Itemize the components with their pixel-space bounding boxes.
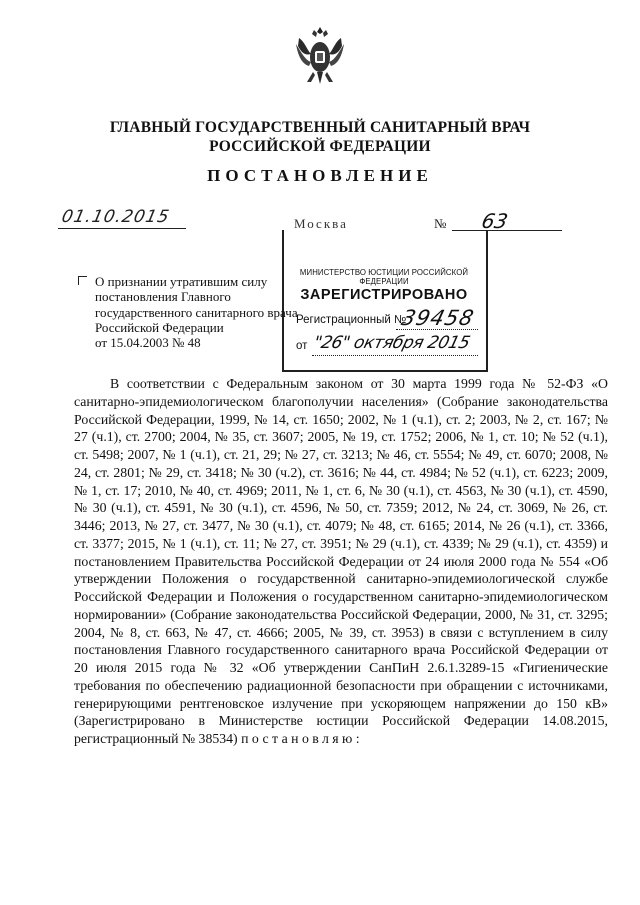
document-number: 63 <box>479 209 511 233</box>
authority-line-2: РОССИЙСКОЙ ФЕДЕРАЦИИ <box>209 138 431 155</box>
title-line: от 15.04.2003 № 48 <box>95 335 201 351</box>
title-line: постановления Главного <box>95 289 231 305</box>
document-title <box>95 274 298 351</box>
body-text: В соответствии с Федеральным законом от 30 марта 1999 года № 52-ФЗ «О санитарно-эпидемиологическом благополучии населения» (Собрание законодательства Российской Федерации, 1999, № 14, ст. 1650; 2002, № 1 (ч.1), ст. 2; 2003, № 2, ст. 167; № 27 (ч.1), ст. 2700; 2004, № 35, ст. 3607; 2005, № 19, ст. 1752; 2006, № 1, ст. 10; № 52 (ч.1), ст. 5498; 2007, № 1 (ч.1), ст. 21, 29; № 27, ст. 3213; № 46, ст. 5554; № 49, ст. 6070; 2008, № 24, ст. 2801; № 29, ст. 3418; № 30 (ч.2), ст. 3616; № 44, ст. 4984; № 52 (ч.1), ст. 6223; 2009, № 1, ст. 17; 2010, № 40, ст. 4969; 2011, № 1, ст. 6, № 30 (ч.1), ст. 4563, № 30 (ч.1), ст. 4590, № 30 (ч.1), ст. 4591, № 30 (ч.1), ст. 4596, № 50, ст. 7359; 2012, № 24, ст. 3069, № 26, ст. 3446; 2013, № 27, ст. 3477, № 30 (ч.1), ст. 4079; № 48, ст. 6165; 2014, № 26 (ч.1), ст. 3366, ст. 3377; 2015, № 1 (ч.1), ст. 11; № 27, ст. 3951; № 29 (ч.1), ст. 4339; № 29 (ч.1), ст. 4359) и постановлением Правительства Российской Федерации от 24 июля 2000 года № 554 «Об утверждении Положения о государственной санитарно-эпидемиологической службе Российской Федерации и Положения о государственном санитарно-эпидемиологическом нормировании» (Собрание законодательства Российской Федерации, 2000, № 31, ст. 3295; 2004, № 8, ст. 663, № 47, ст. 4666; 2005, № 39, ст. 3953) в связи с вступлением в силу постановления Главного государственного санитарного врача Российской Федерации от 20 июля 2015 года № 32 «Об утверждении СанПиН 2.6.1.3289-15 «Гигиенические требования по обеспечению радиационной безопасности при обращении с источниками, генерирующими рентгеновское излучение при ускоряющем напряжении до 150 кВ» (Зарегистрировано в Министерстве юстиции Российской Федерации 14.08.2015, регистрационный № 38534) <box>74 376 608 746</box>
stamp-date: "26" октября 2015 <box>311 333 472 353</box>
authority-line-1: ГЛАВНЫЙ ГОСУДАРСТВЕННЫЙ САНИТАРНЫЙ ВРАЧ <box>109 119 531 136</box>
stamp-date-label: от <box>296 340 308 352</box>
stamp-reg-number: 39458 <box>399 306 477 330</box>
title-line: государственного санитарного врача <box>95 304 298 320</box>
issuing-authority <box>0 118 640 156</box>
document-type: ПОСТАНОВЛЕНИЕ <box>207 166 433 185</box>
stamp-reg-number-label: Регистрационный № <box>296 314 407 326</box>
stamp-date-line <box>312 355 478 356</box>
stamp-registered: ЗАРЕГИСТРИРОВАНО <box>300 287 468 303</box>
document-date: 01.10.2015 <box>59 207 172 227</box>
title-line: О признании утратившим силу <box>95 274 268 289</box>
title-bracket <box>78 276 87 285</box>
body-paragraph <box>74 375 608 748</box>
number-sign: № <box>434 216 447 231</box>
date-underline <box>58 228 186 229</box>
coat-of-arms-icon <box>293 24 347 88</box>
title-line: Российской Федерации <box>95 319 224 335</box>
city: Москва <box>294 216 348 231</box>
resolve-word: постановляю: <box>241 731 363 746</box>
stamp-ministry: МИНИСТЕРСТВО ЮСТИЦИИ РОССИЙСКОЙ ФЕДЕРАЦИИ <box>299 268 469 286</box>
